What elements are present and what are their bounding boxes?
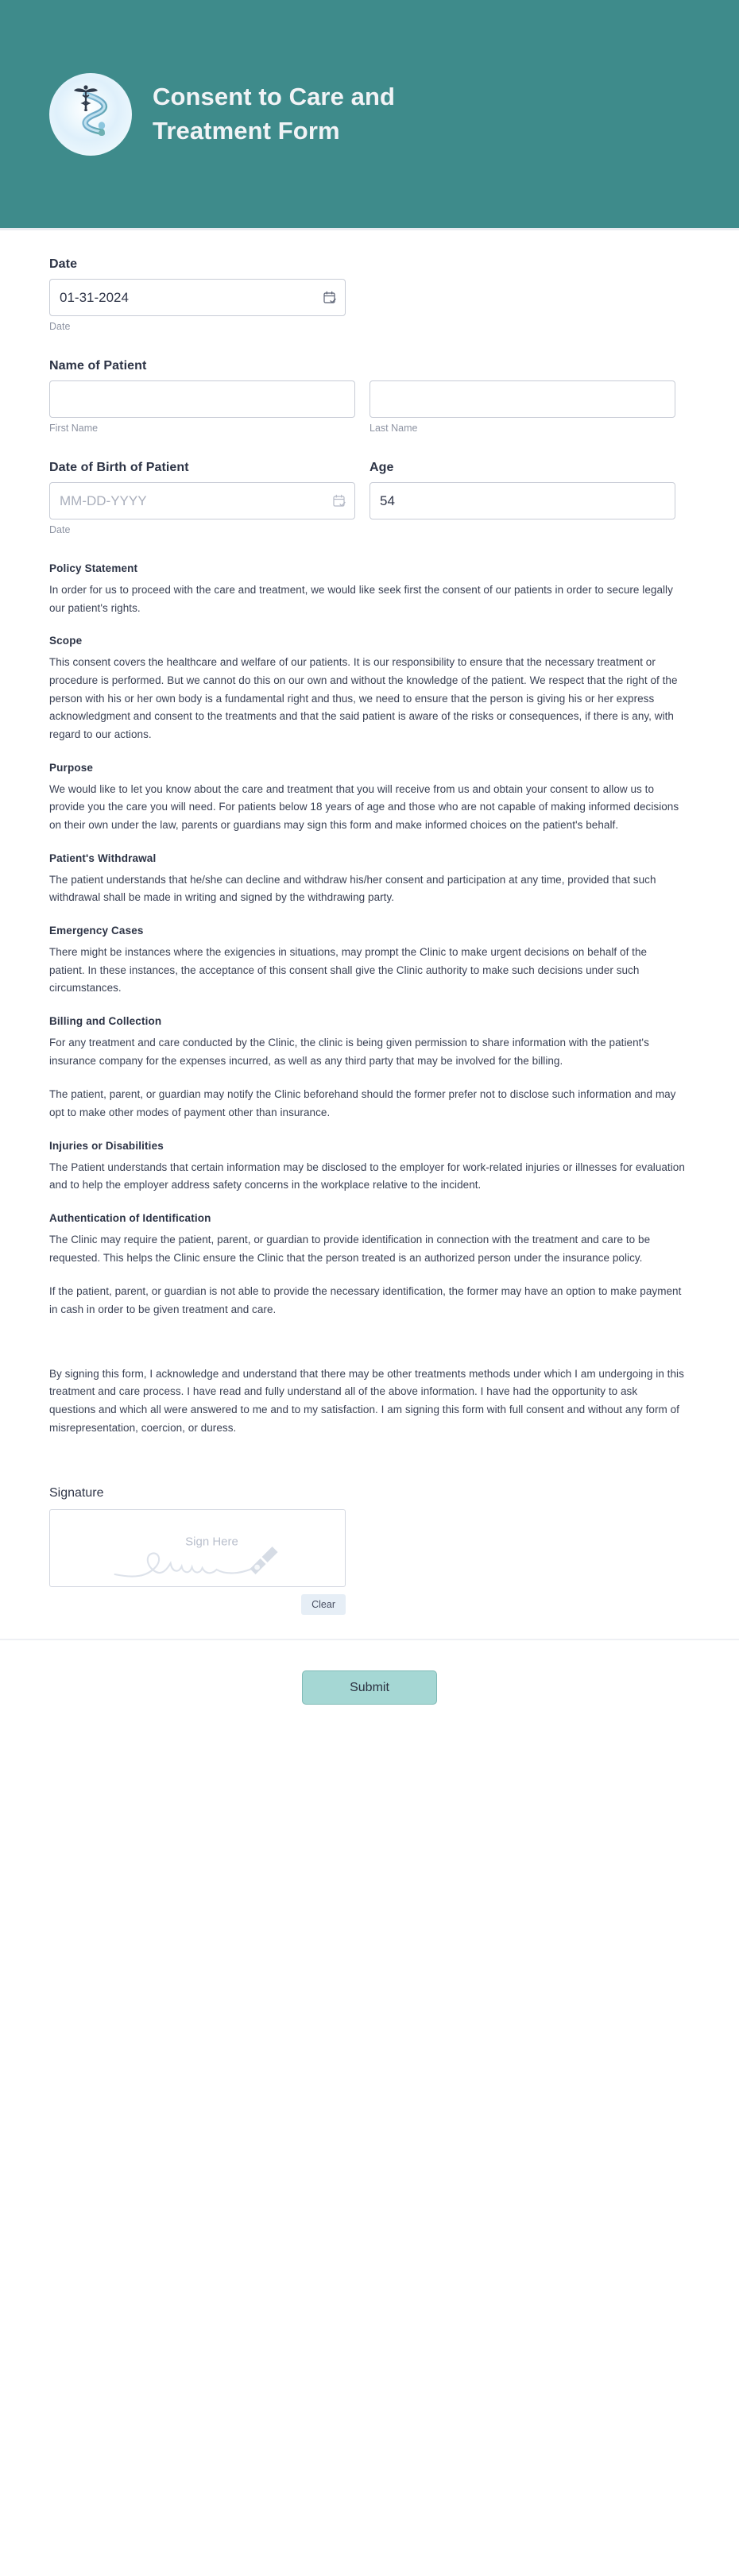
policy-paragraph: For any treatment and care conducted by the Clinic, the clinic is being given permission to share information with the patient's insurance company for the expenses incurred, as well as any third party that may be involved for the billing. <box>49 1037 649 1067</box>
policy-paragraph: The Patient understands that certain information may be disclosed to the employer for work-related injuries or illnesses for evaluation and to help the employer address safety concerns in the workplace relative to the incident. <box>49 1161 685 1191</box>
policy-section-heading: Authentication of Identification <box>49 1212 211 1225</box>
page-title: Consent to Care and Treatment Form <box>153 82 396 145</box>
dob-col <box>49 461 355 535</box>
form-body <box>0 230 739 1615</box>
date-field-block <box>49 257 690 332</box>
first-name-input[interactable] <box>60 381 345 417</box>
date-input[interactable] <box>60 280 335 315</box>
policy-section-heading: Patient's Withdrawal <box>49 852 157 864</box>
policy-section <box>49 635 690 743</box>
policy-paragraph: In order for us to proceed with the care and treatment, we would like seek first the consent of our patients in order to secure legally our patient's rights. <box>49 584 673 614</box>
last-name-input[interactable] <box>380 381 665 417</box>
last-name-sublabel: Last Name <box>370 423 418 434</box>
policy-paragraph: We would like to let you know about the care and treatment that you will receive from us and obtain your consent to allow us to provide you the care you will need. For patients below 18 years of age and those who are not capable of making informed decisions on their own under the law, parents or guardians may sign this form and make informed choices on the patient's behalf. <box>49 782 679 832</box>
form-footer <box>0 1639 739 1743</box>
policy-section-heading: Billing and Collection <box>49 1015 162 1028</box>
dob-input-wrapper[interactable] <box>49 482 355 519</box>
policy-paragraph: The patient, parent, or guardian may notify the Clinic beforehand should the former prefer not to disclose such information and may opt to make other modes of payment other than insurance. <box>49 1088 676 1119</box>
clear-signature-button[interactable]: Clear <box>301 1594 346 1615</box>
signature-pad[interactable] <box>49 1509 346 1587</box>
date-input-wrapper[interactable] <box>49 279 346 316</box>
dob-sublabel: Date <box>49 524 71 535</box>
first-name-sublabel: First Name <box>49 423 99 434</box>
dob-label: Date of Birth of Patient <box>49 461 189 474</box>
policy-paragraph: This consent covers the healthcare and welfare of our patients. It is our responsibility to ensure that the necessary treatment or procedure is performed. But we cannot do this on our own and without the knowledge of the patient. We respect that the right of the person with his or her own body is a fundamental right and thus, we need to ensure that the person is giving his or her express acknowledgment and consent to the treatments and that the said patient is aware of the risks or consequences, if there is any, with regard to our actions. <box>49 656 678 741</box>
first-name-col <box>49 380 355 434</box>
policy-paragraph: The patient understands that he/she can decline and withdraw his/her consent and participation at any time, provided that such withdrawal shall be made in writing and signed by the withdrawing party. <box>49 873 656 904</box>
last-name-col <box>370 380 675 434</box>
patient-name-block <box>49 359 690 434</box>
policy-section <box>49 1212 690 1319</box>
policy-section-heading: Policy Statement <box>49 562 138 574</box>
policy-section <box>49 1015 690 1122</box>
policy-section <box>49 925 690 998</box>
policy-section <box>49 852 690 907</box>
signature-actions <box>49 1594 346 1615</box>
policy-section <box>49 562 690 617</box>
policy-section-heading: Emergency Cases <box>49 925 144 937</box>
submit-button[interactable]: Submit <box>302 1670 437 1705</box>
policy-section-heading: Scope <box>49 635 83 647</box>
form-header <box>0 0 739 230</box>
date-label: Date <box>49 257 78 271</box>
dob-input[interactable] <box>60 483 345 519</box>
first-name-input-wrapper[interactable] <box>49 380 355 418</box>
date-sublabel: Date <box>49 321 71 332</box>
signature-label: Signature <box>49 1486 104 1500</box>
last-name-input-wrapper[interactable] <box>370 380 675 418</box>
policy-statement-section <box>49 562 690 1458</box>
signature-pen-icon <box>110 1537 292 1583</box>
patient-name-label: Name of Patient <box>49 359 147 373</box>
policy-section <box>49 762 690 835</box>
policy-paragraph: If the patient, parent, or guardian is not able to provide the necessary identification, the former may have an option to make payment in cash in order to be given treatment and care. <box>49 1285 682 1316</box>
policy-section-heading: Purpose <box>49 761 94 774</box>
signature-block <box>49 1486 690 1615</box>
policy-section <box>49 1140 690 1195</box>
policy-section-heading: Injuries or Disabilities <box>49 1139 164 1152</box>
closing-acknowledgment: By signing this form, I acknowledge and understand that there may be other treatments methods under which I am undergoing in this treatment and care process. I have read and fully understand all of the above information. I have had the opportunity to ask questions and which all were answered to me and to my satisfaction. I am signing this form with full consent and without any form of misrepresentation, coercion, or duress. <box>49 1367 684 1434</box>
policy-paragraph: The Clinic may require the patient, parent, or guardian to provide identification in connection with the treatment and care to be requested. This helps the Clinic ensure the Clinic that the person treated is an authorized person under the insurance policy. <box>49 1234 651 1264</box>
dob-age-block <box>49 461 690 535</box>
age-label: Age <box>370 461 394 474</box>
signature-hint-text: Sign Here <box>185 1535 238 1550</box>
policy-paragraph: There might be instances where the exigencies in situations, may prompt the Clinic to make urgent decisions on behalf of the patient. In these instances, the acceptance of this consent shall give the Clinic authority to make such decisions under such circumstances. <box>49 946 648 994</box>
age-input-wrapper[interactable] <box>370 482 675 519</box>
age-input[interactable] <box>380 483 665 519</box>
caduceus-medical-logo-icon <box>49 73 132 156</box>
age-col <box>370 461 675 535</box>
